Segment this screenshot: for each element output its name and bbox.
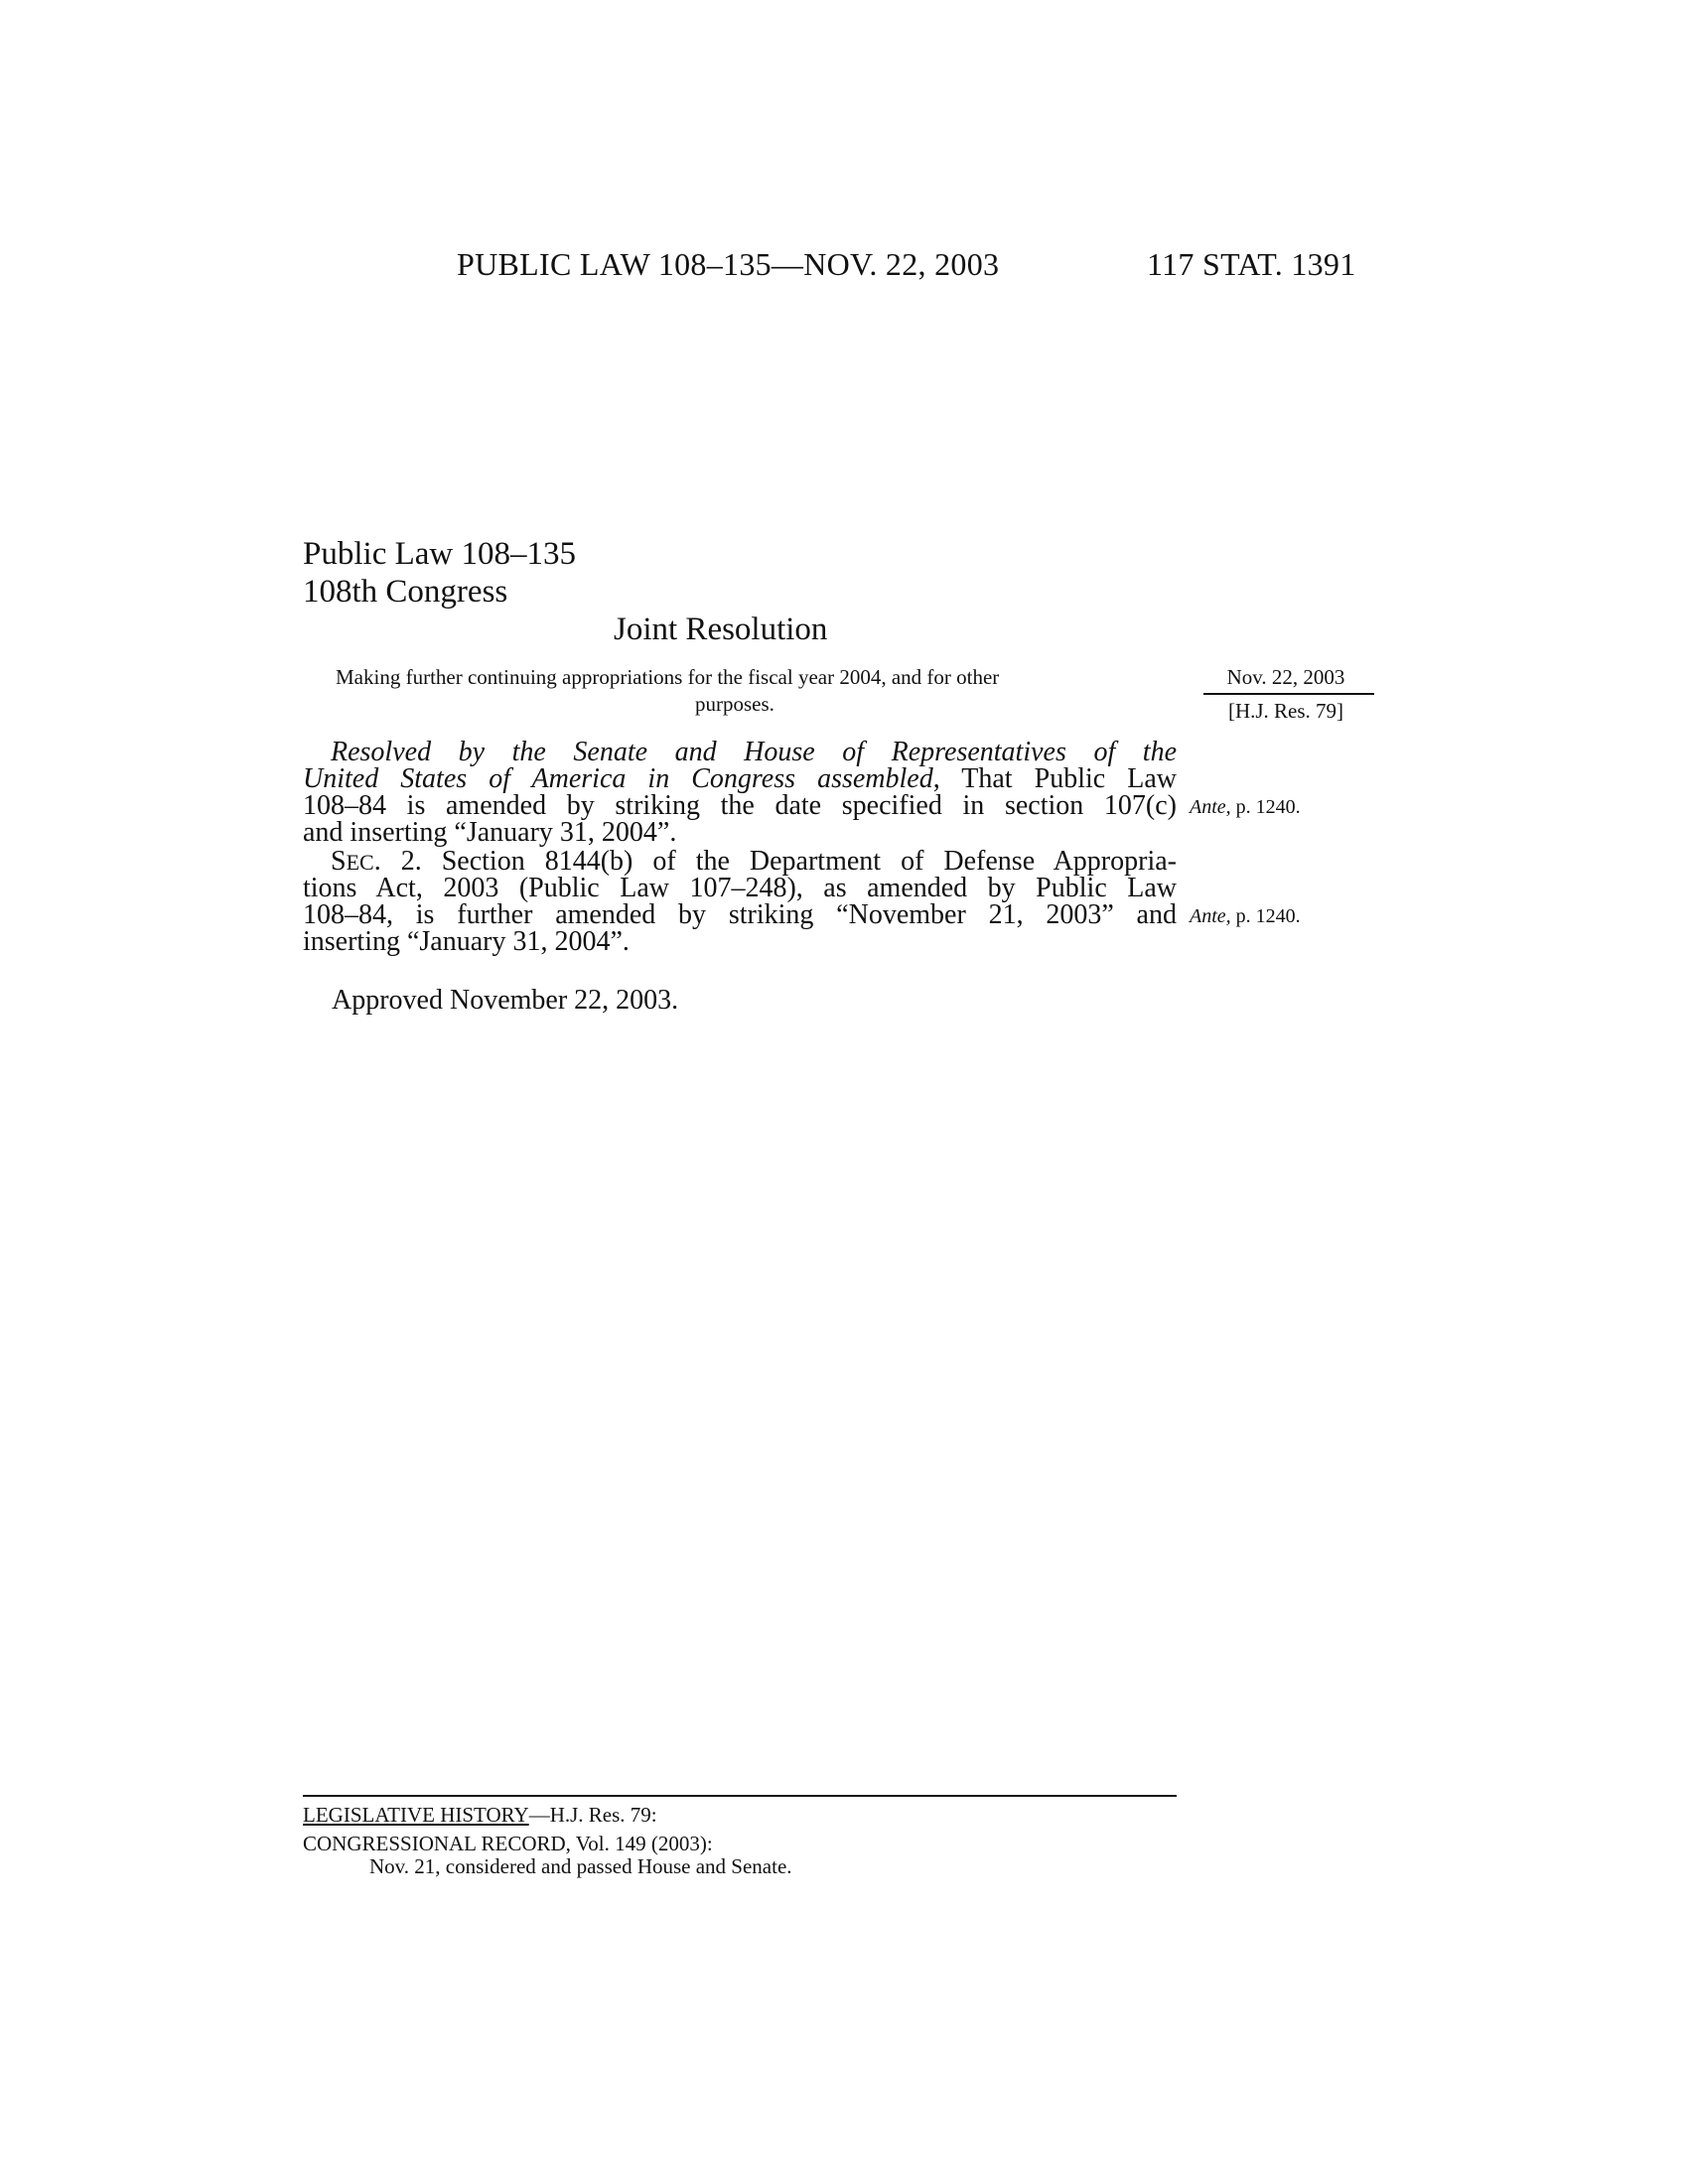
body-line: and inserting “January 31, 2004”.	[303, 817, 677, 848]
marginal-note-page: p. 1240.	[1230, 905, 1301, 927]
purpose-line-2: purposes.	[695, 692, 774, 716]
margin-enactment-date: Nov. 22, 2003	[1226, 665, 1345, 689]
body-line: inserting “January 31, 2004”.	[303, 926, 630, 957]
approval-date: Approved November 22, 2003.	[332, 985, 679, 1016]
body-text: , That Public Law	[932, 763, 1177, 794]
enacting-clause-italic-2: United States of America in Congress assembled	[303, 763, 933, 794]
running-header-title: PUBLIC LAW 108–135—NOV. 22, 2003	[457, 246, 1000, 282]
body-line: 108–84 is amended by striking the date specified in section 107(c)	[303, 790, 1177, 821]
document-type-heading: Joint Resolution	[614, 612, 828, 647]
public-law-number: Public Law 108–135	[303, 536, 576, 572]
marginal-note-ref: Ante,	[1190, 796, 1231, 818]
margin-rule	[1203, 693, 1374, 695]
marginal-note	[1190, 796, 1301, 819]
section-label: S	[331, 846, 347, 877]
legislative-history-label: LEGISLATIVE HISTORY	[303, 1803, 529, 1827]
congressional-record-entry: Nov. 21, considered and passed House and Senate.	[369, 1854, 792, 1878]
body-text: . 2. Section 8144(b) of the Department of Defense Appropria-	[373, 846, 1177, 877]
footer-rule	[303, 1795, 1177, 1797]
purpose-line-1: Making further continuing appropriations for the fiscal year 2004, and for other	[336, 665, 1000, 689]
congress-number: 108th Congress	[303, 574, 508, 610]
body-line: tions Act, 2003 (Public Law 107–248), as amended by Public Law	[303, 873, 1177, 903]
running-header-stat-page: 117 STAT. 1391	[1147, 246, 1356, 282]
marginal-note	[1190, 905, 1301, 928]
enacting-clause-italic: Resolved by the Senate and House of Representatives of the	[331, 737, 1177, 767]
legislative-history	[303, 1803, 657, 1828]
marginal-note-page: p. 1240.	[1230, 796, 1301, 818]
margin-resolution-number: [H.J. Res. 79]	[1227, 699, 1344, 723]
body-line: 108–84, is further amended by striking “November 21, 2003” and	[303, 899, 1177, 930]
marginal-note-ref: Ante,	[1190, 905, 1231, 927]
section-label-small-caps: EC	[346, 850, 374, 875]
congressional-record: CONGRESSIONAL RECORD, Vol. 149 (2003):	[303, 1832, 713, 1855]
legislative-history-bill: —H.J. Res. 79:	[528, 1803, 657, 1827]
